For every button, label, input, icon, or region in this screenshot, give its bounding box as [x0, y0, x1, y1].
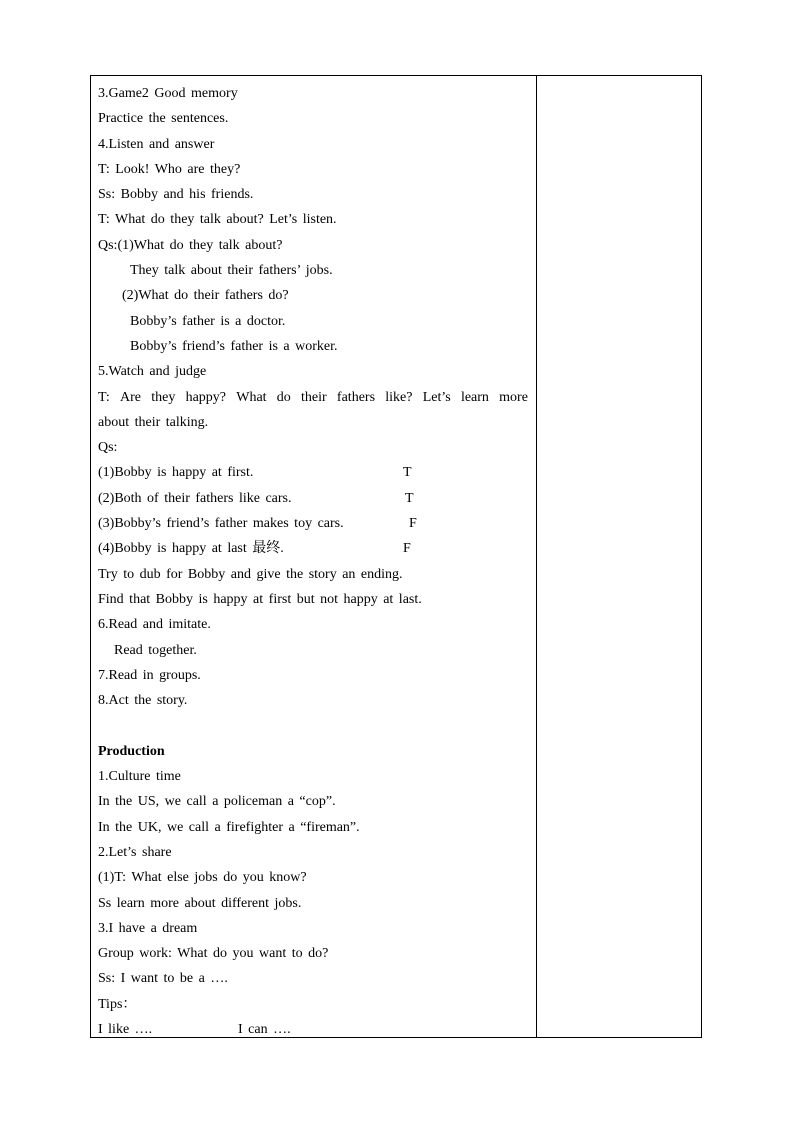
text-line: 7.Read in groups. [98, 667, 201, 683]
text-line: 3.Game2 Good memory [98, 86, 238, 101]
text-line: Practice the sentences. [98, 111, 229, 127]
left-cell-content [98, 81, 528, 1042]
blank-line [98, 713, 528, 738]
question-text: (4)Bobby is happy at last 最终. [98, 541, 284, 557]
text-line: They talk about their fathers’ jobs. [130, 263, 333, 279]
answer-mark: F [403, 541, 411, 557]
text-line: In the UK, we call a firefighter a “fireman”. [98, 819, 360, 835]
text-line: 3.I have a dream [98, 920, 198, 936]
word: fathers [336, 389, 376, 405]
question-row [98, 486, 528, 511]
text-line: Try to dub for Bobby and give the story an ending. [98, 566, 403, 582]
answer-mark: F [409, 516, 417, 532]
text-line: Group work: What do you want to do? [98, 946, 329, 962]
word: T: [98, 389, 110, 405]
text-line: T: Look! Who are they? [98, 161, 241, 177]
tip-text: I can …. [238, 1021, 291, 1037]
tip-text: I like …. [98, 1021, 153, 1037]
text-line: about their talking. [98, 414, 209, 430]
answer-mark: T [403, 465, 412, 481]
text-line: 1.Culture time [98, 769, 181, 785]
text-line: Bobby’s friend’s father is a worker. [130, 338, 338, 354]
text-line: T: What do they talk about? Let’s listen. [98, 212, 337, 228]
text-line: Find that Bobby is happy at first but not happy at last. [98, 591, 422, 607]
text-line: (1)T: What else jobs do you know? [98, 870, 307, 886]
word: Let’s [422, 389, 451, 405]
question-text: (1)Bobby is happy at first. [98, 465, 254, 481]
text-line: Ss learn more about different jobs. [98, 895, 302, 911]
question-row [98, 460, 528, 485]
word: they [151, 389, 176, 405]
text-line: 5.Watch and judge [98, 364, 207, 380]
word: learn [460, 389, 489, 405]
word: What [236, 389, 267, 405]
tips-row [98, 1017, 528, 1042]
text-line: Qs:(1)What do they talk about? [98, 237, 283, 253]
text-line: Qs: [98, 440, 118, 456]
text-line: Read together. [114, 642, 197, 658]
text-line: Tips： [98, 996, 137, 1012]
column-divider [536, 76, 537, 1037]
section-heading: Production [98, 743, 165, 759]
question-text: (3)Bobby’s friend’s father makes toy cars. [98, 516, 344, 532]
text-line: 8.Act the story. [98, 693, 188, 709]
text-line: 6.Read and imitate. [98, 617, 211, 633]
text-line: 4.Listen and answer [98, 136, 215, 152]
question-text: (2)Both of their fathers like cars. [98, 490, 292, 506]
text-line: Ss: I want to be a …. [98, 971, 228, 987]
word: more [499, 389, 528, 405]
word: Are [119, 389, 141, 405]
answer-mark: T [405, 490, 414, 506]
text-line: Bobby’s father is a doctor. [130, 313, 286, 329]
justified-line [98, 385, 528, 410]
question-row [98, 511, 528, 536]
text-line: In the US, we call a policeman a “cop”. [98, 794, 336, 810]
word: their [301, 389, 327, 405]
text-line: Ss: Bobby and his friends. [98, 187, 254, 203]
text-line: (2)What do their fathers do? [122, 288, 289, 304]
word: do [276, 389, 291, 405]
lesson-table [90, 75, 702, 1038]
text-line: 2.Let’s share [98, 844, 172, 860]
word: like? [385, 389, 413, 405]
word: happy? [185, 389, 226, 405]
question-row [98, 536, 528, 561]
